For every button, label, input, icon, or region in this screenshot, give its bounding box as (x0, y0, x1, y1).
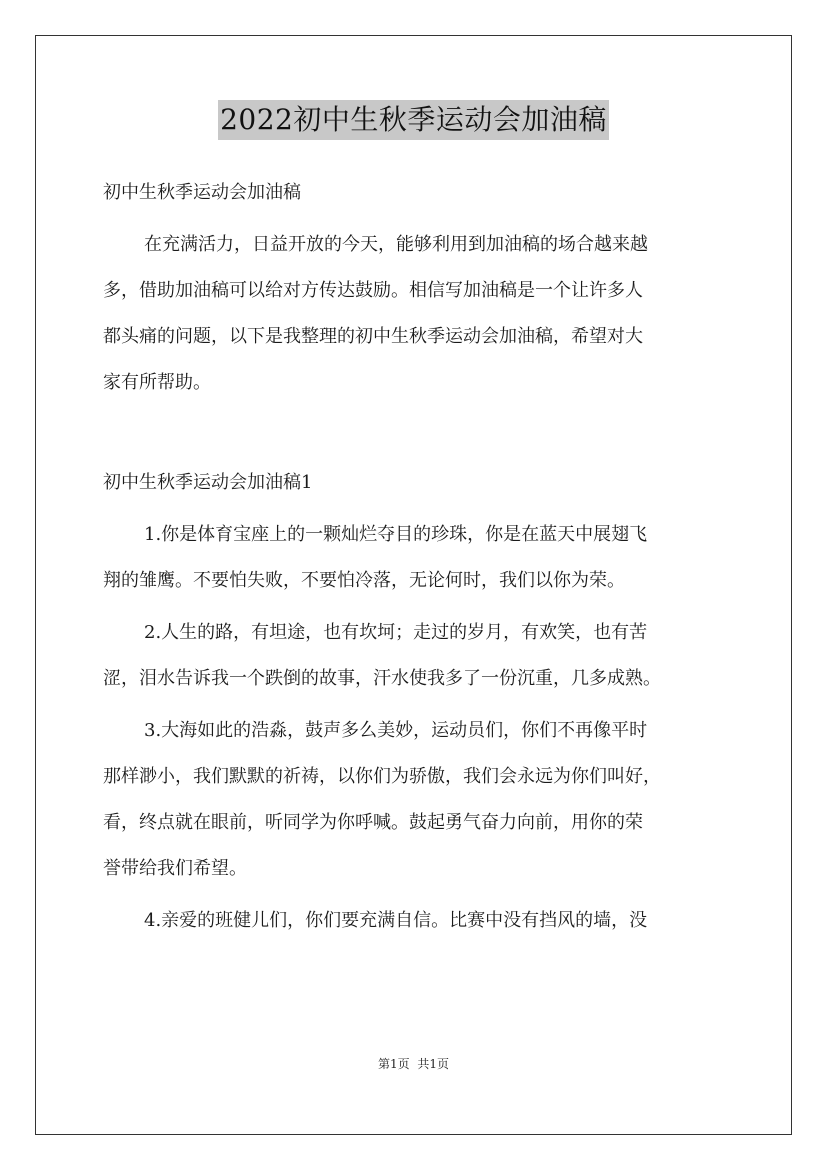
paragraph-line: 都头痛的问题，以下是我整理的初中生秋季运动会加油稿，希望对大 (103, 326, 643, 347)
title-container (0, 100, 827, 140)
list-item (103, 610, 727, 702)
list-item (103, 708, 727, 892)
paragraph-line: 3.大海如此的浩淼，鼓声多么美妙，运动员们，你们不再像平时 (144, 720, 648, 741)
paragraph-line: 看，终点就在眼前，听同学为你呼喊。鼓起勇气奋力向前，用你的荣 (103, 812, 643, 833)
page-total: 共1页 (417, 1057, 450, 1071)
list-item (103, 898, 727, 944)
intro-paragraph (103, 222, 727, 406)
paragraph-line: 1.你是体育宝座上的一颗灿烂夺目的珍珠，你是在蓝天中展翅飞 (144, 524, 648, 545)
paragraph-line: 涩，泪水告诉我一个跌倒的故事，汗水使我多了一份沉重，几多成熟。 (103, 668, 661, 689)
paragraph-line: 翔的雏鹰。不要怕失败，不要怕冷落，无论何时，我们以你为荣。 (103, 570, 625, 591)
paragraph-line: 那样渺小，我们默默的祈祷，以你们为骄傲，我们会永远为你们叫好， (103, 766, 661, 787)
paragraph-line: 在充满活力，日益开放的今天，能够利用到加油稿的场合越来越 (144, 234, 648, 255)
list-item (103, 512, 727, 604)
document-title: 2022初中生秋季运动会加油稿 (218, 100, 609, 140)
document-body (103, 170, 727, 944)
section-heading: 初中生秋季运动会加油稿1 (103, 472, 313, 493)
document-subtitle: 初中生秋季运动会加油稿 (103, 182, 301, 203)
paragraph-line: 家有所帮助。 (103, 372, 211, 393)
paragraph-line: 2.人生的路，有坦途，也有坎坷；走过的岁月，有欢笑，也有苦 (144, 622, 648, 643)
page-footer (0, 1054, 827, 1074)
page-number: 第1页 (377, 1057, 410, 1071)
paragraph-line: 4.亲爱的班健儿们，你们要充满自信。比赛中没有挡风的墙，没 (144, 910, 648, 931)
paragraph-line: 誉带给我们希望。 (103, 858, 247, 879)
paragraph-line: 多，借助加油稿可以给对方传达鼓励。相信写加油稿是一个让许多人 (103, 280, 643, 301)
